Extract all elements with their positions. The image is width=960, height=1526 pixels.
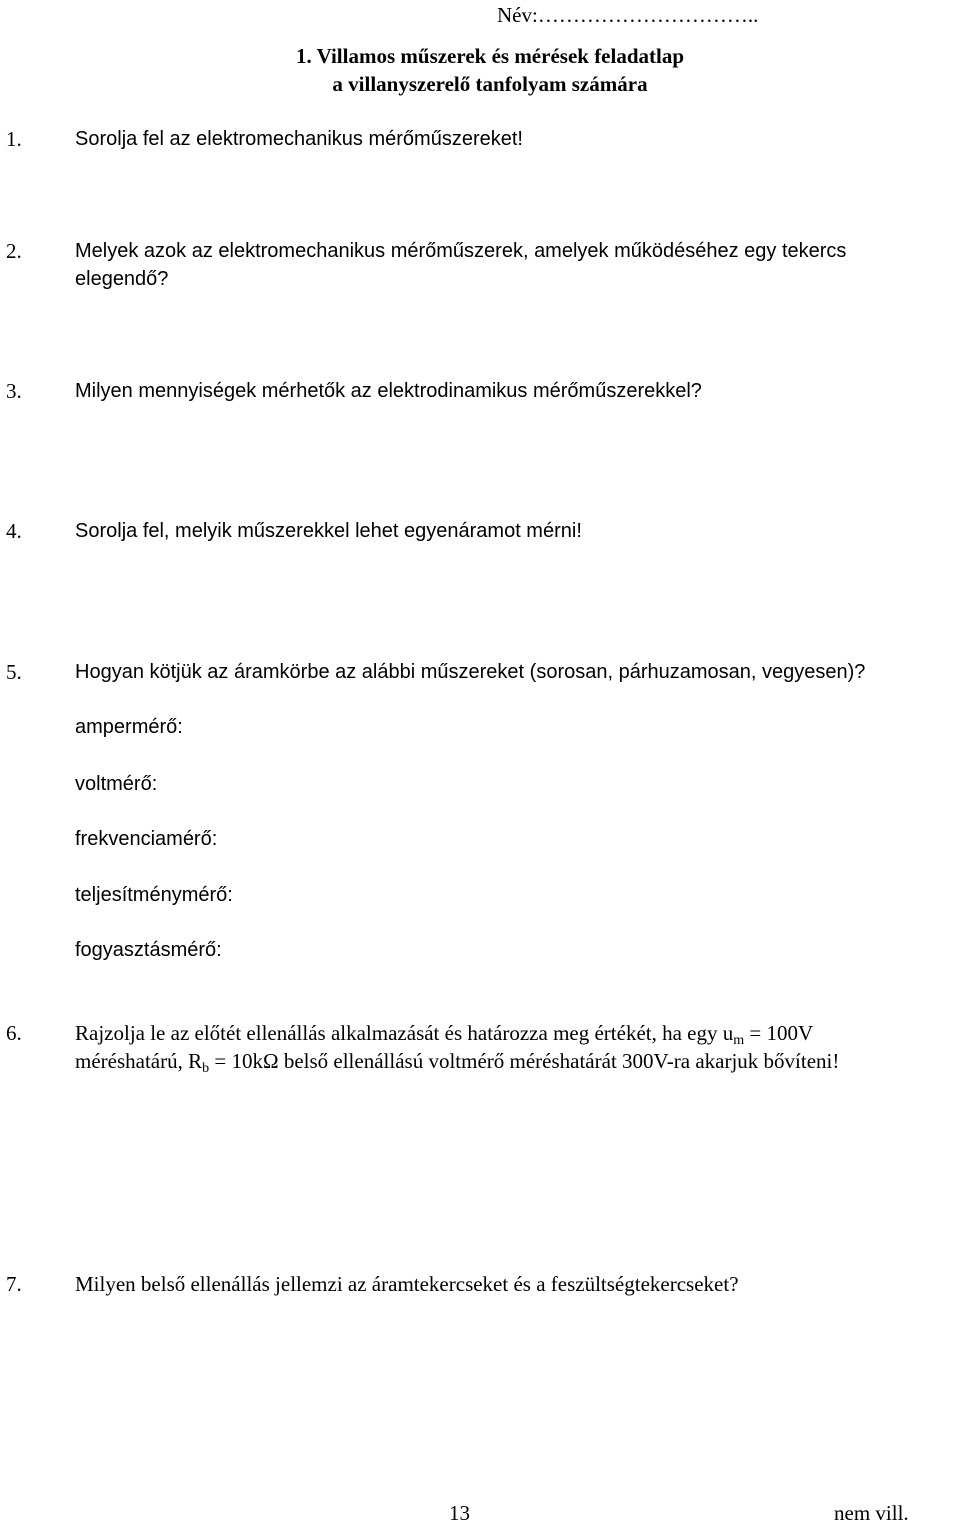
answer-label-ampermero: ampermérő: xyxy=(75,716,183,738)
answer-label-fogyasztasmero: fogyasztásmérő: xyxy=(75,939,222,961)
question-3-number: 3. xyxy=(6,379,22,403)
question-7-number: 7. xyxy=(6,1272,22,1296)
question-6-text-line2 xyxy=(75,1048,839,1074)
question-2-text-line2: elegendő? xyxy=(75,268,169,290)
subscript-b: b xyxy=(202,1061,210,1076)
question-5-text: Hogyan kötjük az áramkörbe az alábbi műszereket (sorosan, párhuzamosan, vegyesen)? xyxy=(75,661,866,683)
question-6-line2-start: méréshatárú, R xyxy=(75,1049,203,1073)
question-6-number: 6. xyxy=(6,1021,22,1045)
answer-label-teljesitmenymero: teljesítménymérő: xyxy=(75,884,233,906)
answer-label-frekvenciamero: frekvenciamérő: xyxy=(75,828,218,850)
question-2-number: 2. xyxy=(6,239,22,263)
question-4-text: Sorolja fel, melyik műszerekkel lehet egyenáramot mérni! xyxy=(75,520,582,542)
page-number: 13 xyxy=(449,1501,470,1525)
footer-note: nem vill. xyxy=(834,1501,909,1525)
question-2-text-line1: Melyek azok az elektromechanikus mérőműszerek, amelyek működéséhez egy tekercs xyxy=(75,240,847,262)
question-3-text: Milyen mennyiségek mérhetők az elektrodinamikus mérőműszerekkel? xyxy=(75,380,702,402)
question-6-line1-start: Rajzolja le az előtét ellenállás alkalmazását és határozza meg értékét, ha egy u xyxy=(75,1021,734,1045)
question-6-text-line1 xyxy=(75,1020,813,1046)
worksheet-title: 1. Villamos műszerek és mérések feladatlap xyxy=(295,44,685,68)
worksheet-subtitle: a villanyszerelő tanfolyam számára xyxy=(332,72,648,96)
question-6-line2-end: = 10kΩ belső ellenállású voltmérő méréshatárát 300V-ra akarjuk bővíteni! xyxy=(209,1049,840,1073)
question-5-number: 5. xyxy=(6,660,22,684)
question-6-line1-end: = 100V xyxy=(744,1021,814,1045)
question-1-number: 1. xyxy=(6,127,22,151)
question-4-number: 4. xyxy=(6,519,22,543)
question-1-text: Sorolja fel az elektromechanikus mérőműszereket! xyxy=(75,128,523,150)
subscript-m: m xyxy=(733,1033,745,1048)
question-7-text: Milyen belső ellenállás jellemzi az áramtekercseket és a feszültségtekercseket? xyxy=(75,1272,739,1296)
name-field-label: Név:………………………….. xyxy=(497,3,759,27)
answer-label-voltmero: voltmérő: xyxy=(75,773,158,795)
